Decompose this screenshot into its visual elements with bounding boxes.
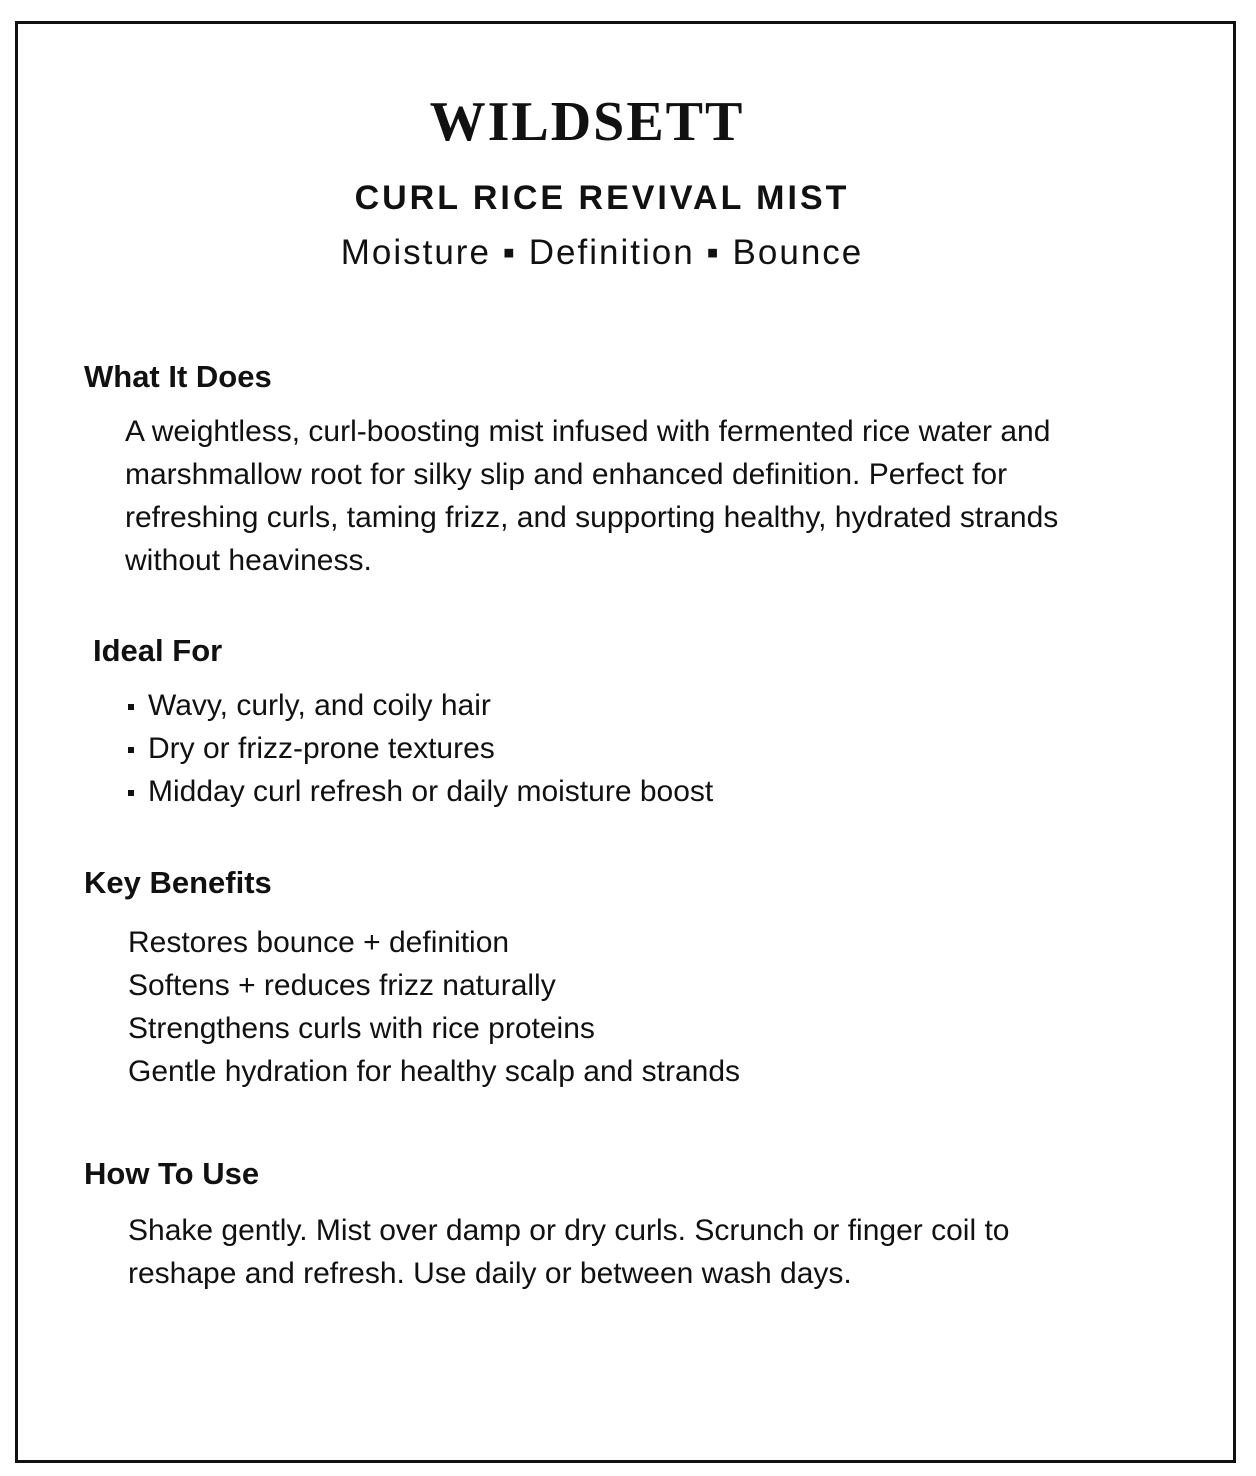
what-it-does-heading: What It Does [84,359,272,394]
how-to-use-line: reshape and refresh. Use daily or between wash days. [128,1257,852,1290]
bullet-icon [128,747,134,753]
key-benefit-item: Gentle hydration for healthy scalp and strands [128,1055,741,1088]
list-item [126,727,713,770]
bullet-icon [128,790,134,796]
how-to-use-heading: How To Use [84,1156,260,1191]
list-item [126,770,713,813]
bullet-icon [128,704,134,710]
ideal-for-list [126,684,713,813]
ideal-for-item: Wavy, curly, and coily hair [148,689,491,722]
what-it-does-line: refreshing curls, taming frizz, and supporting healthy, hydrated strands [125,501,1059,534]
ideal-for-item: Dry or frizz-prone textures [148,732,495,765]
ideal-for-item: Midday curl refresh or daily moisture boost [148,775,714,808]
ideal-for-heading: Ideal For [93,633,223,668]
product-name: CURL RICE REVIVAL MIST [354,179,850,217]
what-it-does-line: without heaviness. [125,544,372,577]
key-benefit-item: Softens + reduces frizz naturally [128,969,556,1002]
what-it-does-line: marshmallow root for silky slip and enhanced definition. Perfect for [125,458,1008,491]
key-benefits-heading: Key Benefits [84,865,272,900]
list-item [126,684,713,727]
how-to-use-text [128,1209,1009,1295]
what-it-does-text [125,410,1058,582]
what-it-does-line: A weightless, curl-boosting mist infused with fermented rice water and [125,415,1051,448]
brand-logo: WILDSETT [429,91,745,153]
product-tagline: Moisture ▪ Definition ▪ Bounce [340,233,864,272]
key-benefit-item: Strengthens curls with rice proteins [128,1012,595,1045]
how-to-use-line: Shake gently. Mist over damp or dry curls. Scrunch or finger coil to [128,1214,1010,1247]
key-benefit-item: Restores bounce + definition [128,926,510,959]
key-benefits-list [128,921,740,1093]
